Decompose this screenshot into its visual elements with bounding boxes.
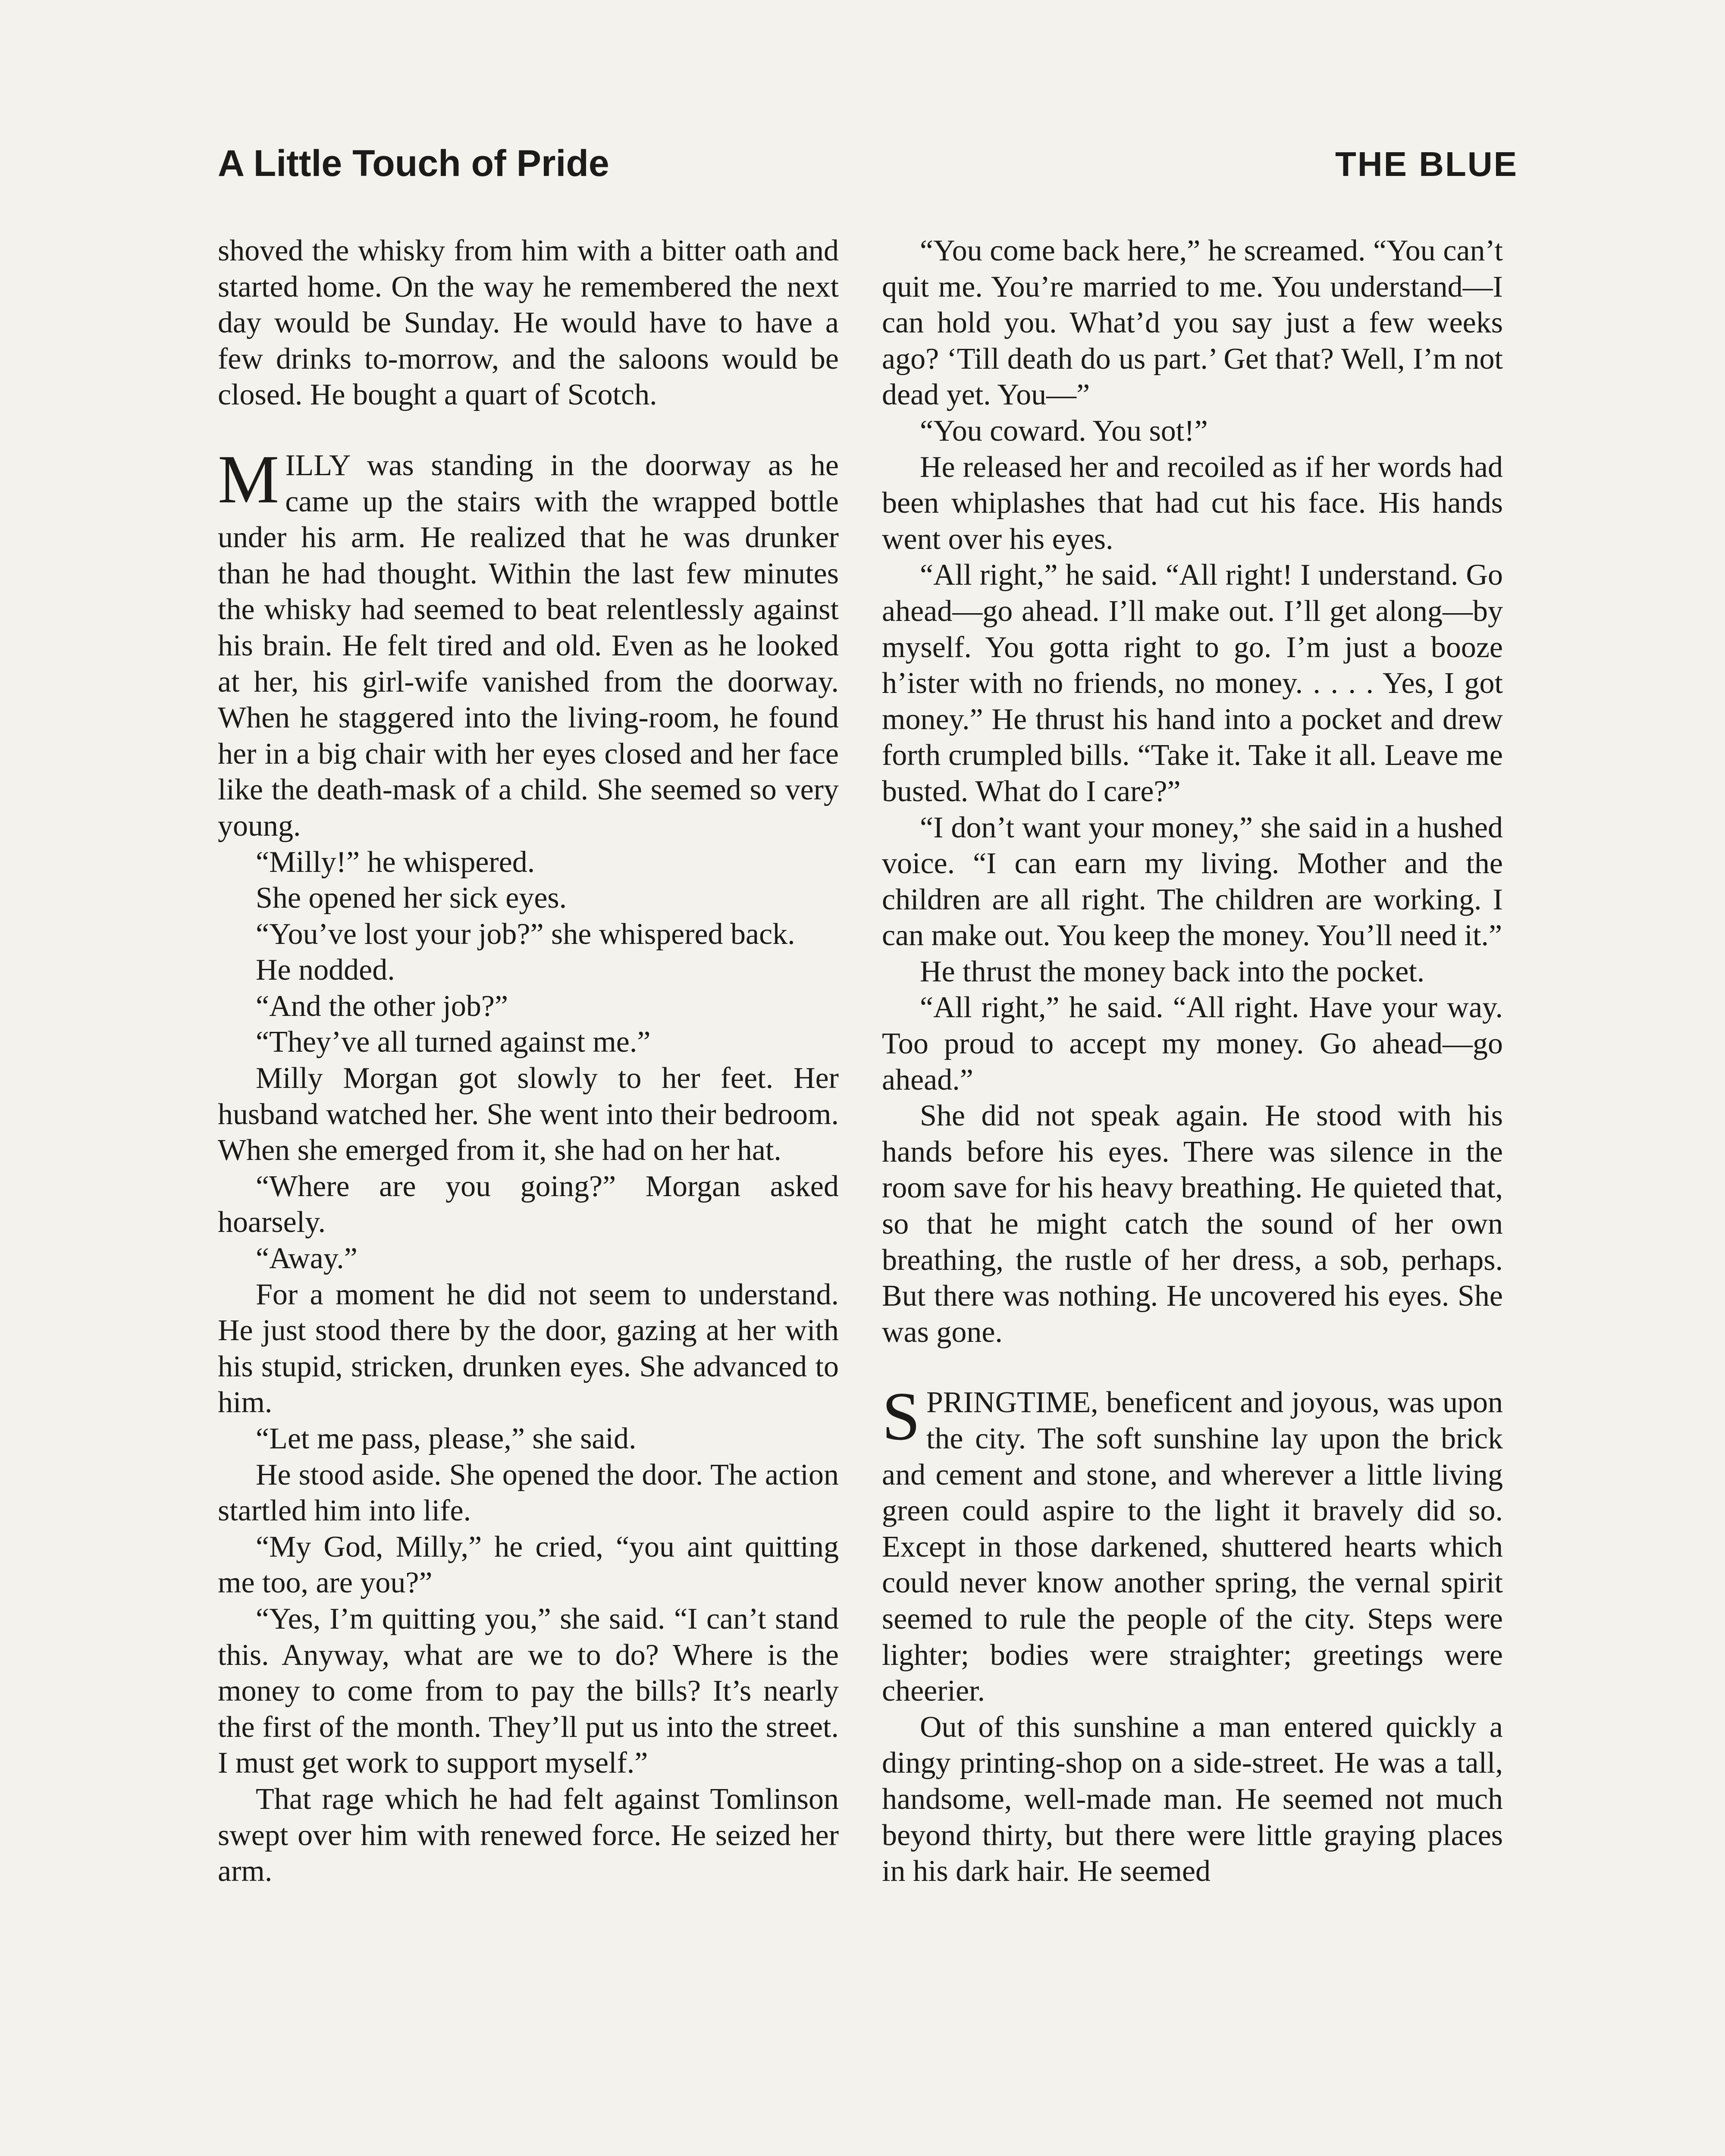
left-column xyxy=(218,233,839,1890)
paragraph: “They’ve all turned against me.” xyxy=(256,1025,651,1059)
paragraph: He released her and recoiled as if her words had been whiplashes that had cut his face. His hands went over his eyes. xyxy=(882,450,1503,556)
paragraph: “You’ve lost your job?” she whispered back. xyxy=(256,917,795,951)
story-title: A Little Touch of Pride xyxy=(218,143,609,184)
paragraph: He thrust the money back into the pocket. xyxy=(920,955,1425,988)
paragraph: “All right,” he said. “All right! I understand. Go ahead—go ahead. I’ll make out. I’ll get along—by myself. You gotta right to go. I’m just a booze h’ister with no friends, no money. . . . . Yes, I got money.” He thrust his hand into a pocket and drew forth crumpled bills. “Take it. Take it all. Leave me busted. What do I care?” xyxy=(882,558,1503,808)
drop-cap: S xyxy=(882,1378,920,1455)
paragraph: “And the other job?” xyxy=(256,989,508,1023)
paragraph: “Let me pass, please,” she said. xyxy=(256,1422,637,1455)
paragraph: That rage which he had felt against Tomlinson swept over him with renewed force. He seized her arm. xyxy=(218,1782,839,1888)
paragraph: Milly Morgan got slowly to her feet. Her husband watched her. She went into their bedroom. When she emerged from it, she had on her hat. xyxy=(218,1062,839,1167)
paragraph-dropcap xyxy=(882,1378,1503,1709)
paragraph: “Milly!” he whispered. xyxy=(256,845,535,879)
paragraph: “Away.” xyxy=(256,1242,358,1275)
paragraph: “All right,” he said. “All right. Have your way. Too proud to accept my money. Go ahead—go ahead.” xyxy=(882,991,1503,1097)
paragraph: shoved the whisky from him with a bitter oath and started home. On the way he remembered the next day would be Sunday. He would have to have a few drinks to-morrow, and the saloons would be closed. He bought a quart of Scotch. xyxy=(218,234,839,412)
paragraph: “Yes, I’m quitting you,” she said. “I can’t stand this. Anyway, what are we to do? Where is the money to come from to pay the bills? It’s nearly the first of the month. They’ll put us into the street. I must get work to support myself.” xyxy=(218,1602,839,1780)
running-header xyxy=(218,142,1518,194)
paragraph: “You come back here,” he screamed. “You can’t quit me. You’re married to me. You understand—I can hold you. What’d you say just a few weeks ago? ‘Till death do us part.’ Get that? Well, I’m not dead yet. You—” xyxy=(882,234,1503,412)
paragraph-text: ILLY was standing in the doorway as he came up the stairs with the wrapped bottle under his arm. He realized that he was drunker than he had thought. Within the last few minutes the whisky had seemed to beat relentlessly against his brain. He felt tired and old. Even as he looked at her, his girl-wife vanished from the doorway. When he staggered into the living-room, he found her in a big chair with her eyes closed and her face like the death-mask of a child. She seemed so very young. xyxy=(218,448,839,843)
paragraph: She opened her sick eyes. xyxy=(256,881,567,915)
paragraph: Out of this sunshine a man entered quickly a dingy printing-shop on a side-street. He was a tall, handsome, well-made man. He seemed not much beyond thirty, but there were little graying places in his dark hair. He seemed xyxy=(882,1710,1503,1888)
paragraph-text: PRINGTIME, beneficent and joyous, was upon the city. The soft sunshine lay upon the brick and cement and stone, and wherever a little living green could aspire to the light it bravely did so. Except in those darkened, shuttered hearts which could never know another spring, the vernal spirit seemed to rule the people of the city. Steps were lighter; bodies were straighter; greetings were cheerier. xyxy=(882,1386,1503,1708)
drop-cap: M xyxy=(218,440,279,517)
paragraph: He nodded. xyxy=(256,953,395,987)
paragraph: For a moment he did not seem to understand. He just stood there by the door, gazing at her with his stupid, stricken, drunken eyes. She advanced to him. xyxy=(218,1278,839,1420)
paragraph: She did not speak again. He stood with his hands before his eyes. There was silence in the room save for his heavy breathing. He quieted that, so that he might catch the sound of her own breathing, the rustle of her dress, a sob, perhaps. But there was nothing. He uncovered his eyes. She was gone. xyxy=(882,1099,1503,1349)
paragraph: “You coward. You sot!” xyxy=(920,414,1208,448)
paragraph: “I don’t want your money,” she said in a hushed voice. “I can earn my living. Mother and the children are all right. The children are working. I can make out. You keep the money. You’ll need it.” xyxy=(882,811,1503,953)
paragraph: He stood aside. She opened the door. The action startled him into life. xyxy=(218,1458,839,1528)
paragraph: “My God, Milly,” he cried, “you aint quitting me too, are you?” xyxy=(218,1530,839,1600)
right-column xyxy=(882,233,1503,1890)
paragraph: “Where are you going?” Morgan asked hoarsely. xyxy=(218,1169,839,1239)
magazine-name: THE BLUE xyxy=(1335,145,1518,183)
paragraph-dropcap xyxy=(218,440,839,844)
